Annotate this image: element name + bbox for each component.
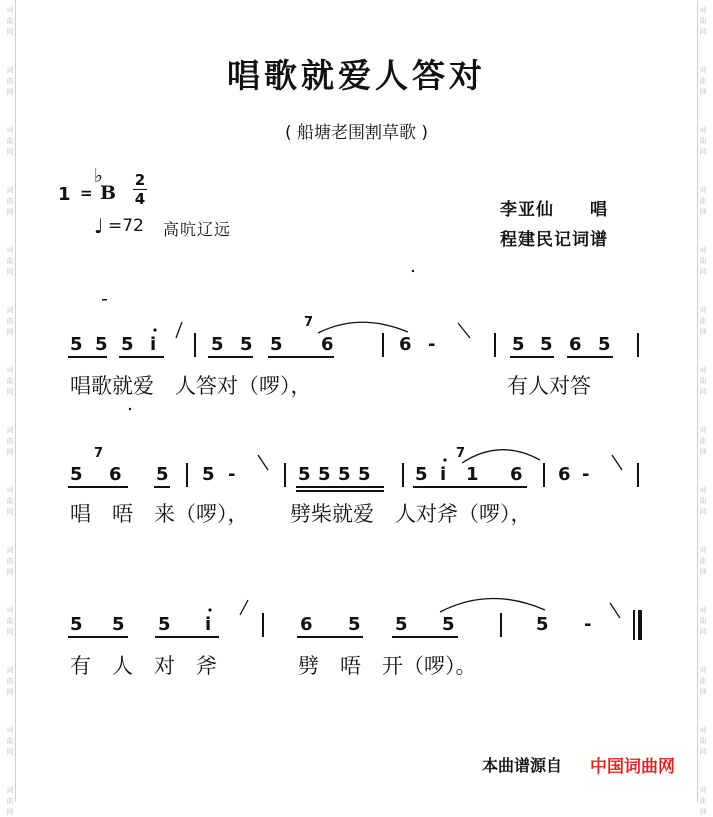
- watermark-glyph: 词: [6, 366, 14, 374]
- octave-dot: [153, 328, 156, 331]
- watermark-glyph: 网: [699, 268, 707, 276]
- watermark-glyph: 网: [6, 388, 14, 396]
- jianpu-dash: -: [582, 464, 590, 485]
- watermark-glyph: 网: [6, 268, 14, 276]
- grace-note-mark: 7: [94, 446, 104, 461]
- watermark-glyph: 曲: [6, 17, 14, 25]
- breath-mark: [258, 455, 268, 470]
- watermark-glyph: 网: [6, 808, 14, 816]
- flat-sign: ♭: [94, 165, 103, 187]
- slur-mark: [318, 322, 408, 333]
- watermark-glyph: 网: [699, 388, 707, 396]
- watermark-glyph: 曲: [699, 77, 707, 85]
- watermark-glyph: 词: [6, 306, 14, 314]
- speck-mark: [102, 299, 107, 301]
- jianpu-note: 5: [121, 334, 134, 355]
- watermark-glyph: 曲: [6, 677, 14, 685]
- jianpu-note: i: [150, 334, 157, 355]
- watermark-glyph: 网: [699, 508, 707, 516]
- watermark-glyph: 词: [699, 666, 707, 674]
- watermark-glyph: 网: [6, 748, 14, 756]
- jianpu-note: 5: [270, 334, 283, 355]
- watermark-glyph: 词: [699, 246, 707, 254]
- watermark-glyph: 词: [6, 486, 14, 494]
- jianpu-note: 6: [510, 464, 523, 485]
- watermark-glyph: 曲: [6, 137, 14, 145]
- watermark-glyph: 网: [699, 808, 707, 816]
- watermark-glyph: 曲: [699, 197, 707, 205]
- lyric-line: 唱 唔 来（啰），: [70, 502, 249, 526]
- jianpu-dash: -: [584, 614, 592, 635]
- jianpu-note: 5: [442, 614, 455, 635]
- watermark-glyph: 曲: [6, 317, 14, 325]
- watermark-glyph: 曲: [699, 377, 707, 385]
- octave-dot: [443, 458, 446, 461]
- watermark-glyph: 曲: [699, 497, 707, 505]
- jianpu-note: 6: [399, 334, 412, 355]
- watermark-glyph: 曲: [699, 437, 707, 445]
- watermark-glyph: 曲: [699, 737, 707, 745]
- watermark-glyph: 曲: [6, 497, 14, 505]
- watermark-glyph: 网: [6, 448, 14, 456]
- time-bottom: 4: [134, 190, 146, 208]
- jianpu-dash: -: [228, 464, 236, 485]
- watermark-glyph: 网: [699, 688, 707, 696]
- tempo-value: =72: [108, 216, 144, 236]
- jianpu-note: 5: [598, 334, 611, 355]
- watermark-glyph: 曲: [699, 17, 707, 25]
- watermark-glyph: 网: [699, 28, 707, 36]
- source-site-link[interactable]: 中国词曲网: [590, 757, 675, 777]
- jianpu-note: 5: [338, 464, 351, 485]
- watermark-glyph: 网: [6, 88, 14, 96]
- watermark-glyph: 曲: [699, 617, 707, 625]
- watermark-glyph: 词: [699, 366, 707, 374]
- jianpu-note: 5: [95, 334, 108, 355]
- jianpu-note: 5: [158, 614, 171, 635]
- watermark-glyph: 曲: [6, 797, 14, 805]
- lyric-line: 唱歌就爱 人答对（啰），: [70, 374, 312, 398]
- octave-dot: [208, 608, 211, 611]
- speck-mark: [412, 270, 414, 272]
- jianpu-note: 5: [211, 334, 224, 355]
- lyric-line: 有人对答: [507, 374, 591, 398]
- jianpu-note: 5: [202, 464, 215, 485]
- watermark-glyph: 词: [6, 546, 14, 554]
- watermark-glyph: 词: [6, 666, 14, 674]
- time-top: 2: [134, 171, 146, 189]
- jianpu-note: 5: [536, 614, 549, 635]
- watermark-glyph: 网: [699, 208, 707, 216]
- watermark-glyph: 曲: [6, 257, 14, 265]
- watermark-glyph: 词: [699, 426, 707, 434]
- watermark-glyph: 网: [6, 508, 14, 516]
- jianpu-note: 6: [321, 334, 334, 355]
- breath-mark: [612, 455, 622, 470]
- jianpu-note: i: [440, 464, 447, 485]
- song-title: 唱歌就爱人答对: [227, 56, 486, 95]
- watermark-glyph: 词: [699, 66, 707, 74]
- key-equals: =: [80, 184, 93, 202]
- watermark-glyph: 词: [699, 186, 707, 194]
- breath-mark: [458, 323, 470, 338]
- watermark-glyph: 曲: [6, 437, 14, 445]
- jianpu-note: 5: [70, 614, 83, 635]
- slur-mark: [462, 450, 540, 463]
- watermark-glyph: 曲: [6, 197, 14, 205]
- watermark-glyph: 网: [699, 748, 707, 756]
- watermark-glyph: 词: [6, 186, 14, 194]
- watermark-glyph: 词: [6, 6, 14, 14]
- recorder-credit: 程建民记词谱: [500, 230, 608, 250]
- watermark-glyph: 词: [699, 126, 707, 134]
- jianpu-note: 5: [70, 334, 83, 355]
- watermark-glyph: 网: [6, 208, 14, 216]
- watermark-glyph: 曲: [699, 797, 707, 805]
- jianpu-note: 6: [569, 334, 582, 355]
- song-subtitle: ( 船塘老围割草歌 ): [284, 123, 429, 143]
- watermark-glyph: 网: [6, 148, 14, 156]
- watermark-glyph: 词: [699, 546, 707, 554]
- watermark-glyph: 网: [6, 28, 14, 36]
- watermark-glyph: 词: [6, 786, 14, 794]
- jianpu-note: 5: [512, 334, 525, 355]
- watermark-glyph: 网: [6, 688, 14, 696]
- watermark-glyph: 词: [6, 66, 14, 74]
- watermark-glyph: 词: [699, 606, 707, 614]
- jianpu-note: 6: [109, 464, 122, 485]
- watermark-glyph: 曲: [699, 317, 707, 325]
- watermark-glyph: 网: [6, 628, 14, 636]
- watermark-glyph: 词: [6, 246, 14, 254]
- watermark-glyph: 词: [6, 726, 14, 734]
- jianpu-note: 5: [298, 464, 311, 485]
- lyric-line: 劈 唔 开（啰）。: [298, 654, 477, 678]
- grace-note-mark: 7: [304, 315, 314, 330]
- watermark-glyph: 网: [699, 448, 707, 456]
- jianpu-note: 5: [156, 464, 169, 485]
- watermark-glyph: 网: [699, 148, 707, 156]
- grace-note-mark: 7: [456, 446, 466, 461]
- lyric-line: 劈柴就爱 人对斧（啰），: [290, 502, 532, 526]
- watermark-glyph: 曲: [6, 737, 14, 745]
- source-label: 本曲谱源自: [482, 756, 563, 775]
- watermark-glyph: 曲: [6, 77, 14, 85]
- jianpu-note: 5: [348, 614, 361, 635]
- watermark-glyph: 网: [699, 568, 707, 576]
- watermark-glyph: 网: [699, 628, 707, 636]
- jianpu-note: 6: [558, 464, 571, 485]
- jianpu-note: i: [205, 614, 212, 635]
- watermark-glyph: 曲: [6, 617, 14, 625]
- jianpu-note: 5: [112, 614, 125, 635]
- jianpu-note: 1: [466, 464, 479, 485]
- watermark-glyph: 词: [699, 726, 707, 734]
- breath-mark: [240, 600, 248, 615]
- jianpu-note: 5: [70, 464, 83, 485]
- watermark-glyph: 网: [699, 328, 707, 336]
- jianpu-note: 5: [240, 334, 253, 355]
- jianpu-note: 5: [395, 614, 408, 635]
- watermark-glyph: 词: [6, 426, 14, 434]
- watermark-glyph: 网: [6, 328, 14, 336]
- breath-mark: [176, 322, 182, 338]
- performance-direction: 高吭辽远: [163, 220, 232, 239]
- watermark-glyph: 曲: [699, 257, 707, 265]
- jianpu-dash: -: [428, 334, 436, 355]
- watermark-glyph: 词: [6, 606, 14, 614]
- watermark-glyph: 词: [699, 306, 707, 314]
- watermark-glyph: 词: [699, 486, 707, 494]
- watermark-glyph: 曲: [6, 557, 14, 565]
- key-degree: 1: [58, 184, 71, 205]
- lyric-line: 有 人 对 斧: [70, 654, 217, 678]
- watermark-glyph: 词: [699, 786, 707, 794]
- speck-mark: [129, 408, 131, 410]
- singer-credit: 李亚仙 唱: [500, 200, 608, 220]
- jianpu-note: 6: [300, 614, 313, 635]
- slur-mark: [440, 598, 545, 612]
- watermark-glyph: 词: [699, 6, 707, 14]
- watermark-glyph: 曲: [699, 557, 707, 565]
- jianpu-note: 5: [540, 334, 553, 355]
- jianpu-note: 5: [415, 464, 428, 485]
- watermark-glyph: 词: [6, 126, 14, 134]
- jianpu-note: 5: [358, 464, 371, 485]
- key-letter: B: [100, 182, 117, 204]
- watermark-glyph: 曲: [6, 377, 14, 385]
- watermark-glyph: 曲: [699, 137, 707, 145]
- breath-mark: [610, 603, 620, 618]
- jianpu-note: 5: [318, 464, 331, 485]
- watermark-glyph: 网: [6, 568, 14, 576]
- watermark-glyph: 网: [699, 88, 707, 96]
- quarter-note-icon: ♩: [94, 214, 104, 238]
- watermark-glyph: 曲: [699, 677, 707, 685]
